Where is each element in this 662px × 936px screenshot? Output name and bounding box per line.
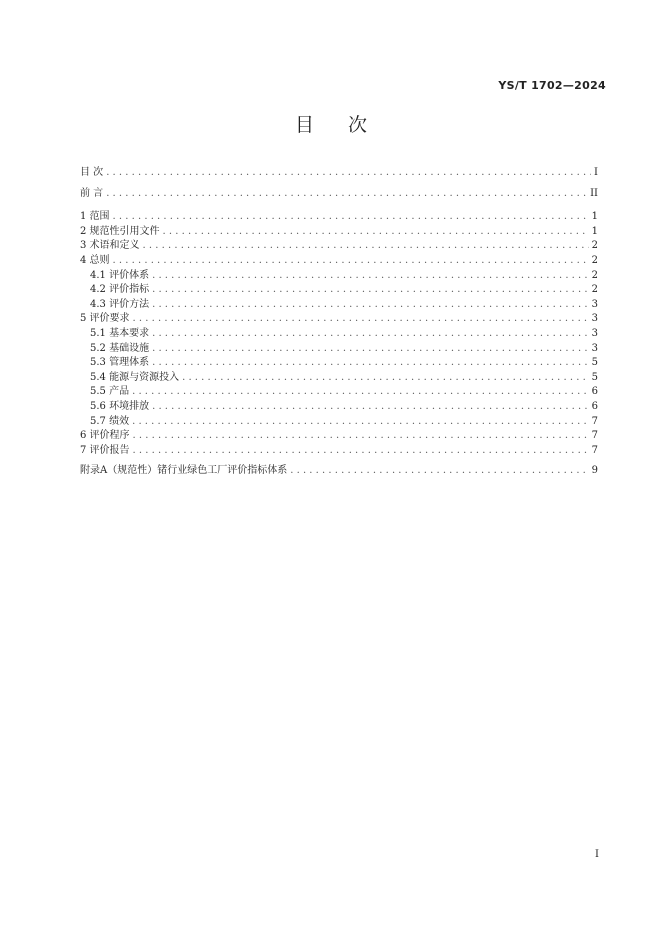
toc-entry-page: 9 — [591, 465, 598, 477]
toc-entry-label: 1 范围 — [80, 211, 110, 223]
toc-entry-page: 2 — [591, 240, 598, 252]
toc-entry-page: 6 — [591, 400, 598, 412]
toc-entry-4-3[interactable] — [80, 298, 598, 313]
toc-entry-label: 目 次 — [80, 167, 104, 178]
toc-entry-page: 7 — [591, 415, 598, 427]
toc-entry-page: 2 — [591, 254, 598, 266]
toc-entry-label: 3 术语和定义 — [80, 240, 140, 252]
page-number: I — [595, 849, 599, 860]
toc-entry-5-5[interactable] — [80, 385, 598, 400]
toc-entry-general[interactable] — [80, 254, 598, 269]
toc-entry-5-1[interactable] — [80, 327, 598, 342]
toc-entry-label: 5.6 环境排放 — [90, 400, 150, 412]
toc-entry-5-3[interactable] — [80, 356, 598, 371]
toc-entry-page: 3 — [591, 327, 598, 339]
toc-entry-page: 3 — [591, 298, 598, 310]
toc-entry-annex-a[interactable] — [80, 464, 598, 479]
toc-entry-label: 4.1 评价体系 — [90, 269, 150, 281]
dot-leader — [132, 415, 589, 430]
toc-entry-label: 2 规范性引用文件 — [80, 225, 160, 237]
toc-entry-label: 5.3 管理体系 — [90, 357, 150, 369]
dot-leader — [163, 225, 589, 240]
toc-entry-page: 2 — [591, 269, 598, 281]
page-title: 目 次 — [294, 114, 382, 136]
toc-entry-foreword[interactable] — [80, 187, 598, 202]
table-of-contents — [80, 166, 598, 479]
toc-entry-page: 7 — [591, 430, 598, 442]
toc-entry-4-1[interactable] — [80, 269, 598, 284]
toc-entry-label: 5.5 产品 — [90, 386, 130, 398]
dot-leader — [152, 269, 589, 284]
dot-leader — [290, 464, 588, 479]
dot-leader — [113, 210, 589, 225]
dot-leader — [152, 356, 589, 371]
toc-entry-5-7[interactable] — [80, 415, 598, 430]
toc-entry-label: 5.4 能源与资源投入 — [90, 371, 180, 383]
toc-entry-label: 6 评价程序 — [80, 430, 130, 442]
dot-leader — [133, 312, 589, 327]
dot-leader — [106, 166, 591, 181]
toc-entry-label: 5.1 基本要求 — [90, 327, 150, 339]
toc-entry-page: 7 — [591, 444, 598, 456]
toc-entry-label: 5.7 绩效 — [90, 415, 130, 427]
toc-entry-4-2[interactable] — [80, 283, 598, 298]
dot-leader — [152, 342, 589, 357]
toc-entry-scope[interactable] — [80, 210, 598, 225]
dot-leader — [152, 400, 589, 415]
toc-entry-page: 6 — [591, 386, 598, 398]
toc-entry-5-6[interactable] — [80, 400, 598, 415]
toc-entry-label: 附录A（规范性）锗行业绿色工厂评价指标体系 — [80, 465, 288, 477]
toc-entry-page: 5 — [591, 357, 598, 369]
dot-leader — [113, 254, 589, 269]
toc-entry-page: II — [590, 187, 598, 199]
toc-entry-page: 1 — [591, 211, 598, 223]
toc-entry-normative-references[interactable] — [80, 225, 598, 240]
toc-entry-page: 3 — [591, 342, 598, 354]
dot-leader — [152, 283, 589, 298]
toc-entry-label: 4 总则 — [80, 254, 110, 266]
dot-leader — [182, 371, 589, 386]
dot-leader — [132, 385, 589, 400]
toc-entry-requirements[interactable] — [80, 312, 598, 327]
dot-leader — [152, 298, 589, 313]
toc-entry-page: 5 — [591, 371, 598, 383]
toc-entry-label: 前 言 — [80, 187, 104, 199]
standard-code: YS/T 1702—2024 — [498, 79, 606, 92]
toc-entry-page: 3 — [591, 313, 598, 325]
dot-leader — [133, 444, 589, 459]
toc-entry-report[interactable] — [80, 444, 598, 459]
toc-entry-label: 5 评价要求 — [80, 313, 130, 325]
toc-entry-terms[interactable] — [80, 239, 598, 254]
toc-entry-label: 4.2 评价指标 — [90, 284, 150, 296]
toc-entry-procedure[interactable] — [80, 429, 598, 444]
toc-entry-page: 1 — [591, 225, 598, 237]
dot-leader — [106, 187, 587, 202]
toc-entry-page: I — [594, 167, 598, 178]
toc-entry-5-2[interactable] — [80, 342, 598, 357]
dot-leader — [133, 429, 589, 444]
toc-entry-label: 4.3 评价方法 — [90, 298, 150, 310]
toc-entry-page: 2 — [591, 284, 598, 296]
toc-entry-contents[interactable] — [80, 166, 598, 181]
dot-leader — [143, 239, 589, 254]
dot-leader — [152, 327, 589, 342]
toc-entry-5-4[interactable] — [80, 371, 598, 386]
toc-entry-label: 5.2 基础设施 — [90, 342, 150, 354]
toc-entry-label: 7 评价报告 — [80, 444, 130, 456]
